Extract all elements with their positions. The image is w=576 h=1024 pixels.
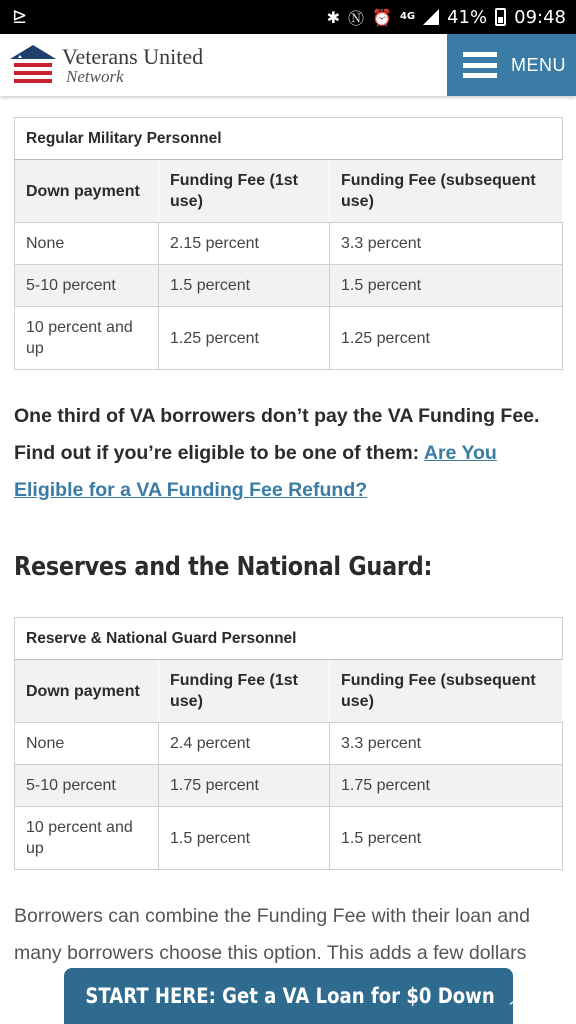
- network-icon: 4G: [399, 11, 416, 22]
- battery-icon: [495, 8, 506, 26]
- table-cell: 5-10 percent: [15, 265, 159, 307]
- status-bar: [0, 0, 576, 34]
- refund-paragraph: [14, 398, 554, 509]
- status-icons: [327, 0, 566, 34]
- signal-icon: [423, 9, 439, 25]
- section-title: Reserves and the National Guard:: [14, 552, 433, 582]
- reserve-guard-table: [14, 617, 563, 870]
- veterans-united-logo-icon[interactable]: [8, 44, 58, 86]
- table-cell: 3.3 percent: [330, 723, 563, 765]
- table-cell: 5-10 percent: [15, 765, 159, 807]
- table-cell: 3.3 percent: [330, 223, 563, 265]
- clock: 09:48: [514, 6, 566, 28]
- table-cell: 1.5 percent: [159, 265, 330, 307]
- cta-label: START HERE: Get a VA Loan for $0 Down: [84, 984, 495, 1008]
- table-cell: None: [15, 723, 159, 765]
- table-cell: 10 percent and up: [15, 307, 159, 370]
- table-cell: 1.5 percent: [330, 807, 563, 870]
- table-row: [15, 723, 563, 765]
- table-row: [15, 223, 563, 265]
- table-cell: 1.75 percent: [330, 765, 563, 807]
- hamburger-icon: [463, 52, 497, 78]
- start-here-cta-button[interactable]: [64, 968, 526, 1024]
- brand-sub: Network: [66, 67, 124, 86]
- body-paragraph: Borrowers can combine the Funding Fee with their loan and many borrowers choose this option. This adds a few dollars: [14, 905, 530, 964]
- brand-name[interactable]: [62, 46, 203, 86]
- column-header: Funding Fee (1st use): [159, 160, 330, 223]
- column-header: Funding Fee (subsequent use): [330, 160, 563, 223]
- table-cell: 1.25 percent: [330, 307, 563, 370]
- column-header: Funding Fee (subsequent use): [330, 660, 563, 723]
- brand-main: Veterans United: [62, 44, 204, 69]
- table-cell: 2.15 percent: [159, 223, 330, 265]
- nfc-icon: Ⓝ: [348, 8, 365, 28]
- alarm-icon: ⏰: [372, 7, 392, 27]
- table-row: [15, 265, 563, 307]
- table-cell: 10 percent and up: [15, 807, 159, 870]
- menu-button[interactable]: [447, 34, 576, 96]
- chevron-up-icon: ︿: [509, 987, 526, 1007]
- refund-link[interactable]: Are You Eligible for a VA Funding Fee Refund?: [14, 442, 497, 501]
- notification-icon: ⊵: [12, 6, 28, 27]
- bluetooth-icon: ✱: [326, 7, 340, 27]
- site-header: [0, 34, 576, 96]
- table-caption: Regular Military Personnel: [15, 118, 563, 160]
- table-cell: 2.4 percent: [159, 723, 330, 765]
- menu-label: MENU: [511, 54, 566, 75]
- column-header: Down payment: [15, 660, 159, 723]
- regular-military-table: [14, 117, 563, 370]
- refund-text: One third of VA borrowers don’t pay the VA Funding Fee. Find out if you’re eligible to be one of them:: [14, 405, 540, 464]
- table-cell: 1.75 percent: [159, 765, 330, 807]
- table-cell: 1.5 percent: [330, 265, 563, 307]
- table-caption: Reserve & National Guard Personnel: [15, 618, 563, 660]
- table-cell: None: [15, 223, 159, 265]
- column-header: Funding Fee (1st use): [159, 660, 330, 723]
- table-cell: 1.25 percent: [159, 307, 330, 370]
- table-row: [15, 807, 563, 870]
- battery-percent: 41%: [447, 6, 488, 28]
- table-row: [15, 307, 563, 370]
- table-row: [15, 765, 563, 807]
- column-header: Down payment: [15, 160, 159, 223]
- table-cell: 1.5 percent: [159, 807, 330, 870]
